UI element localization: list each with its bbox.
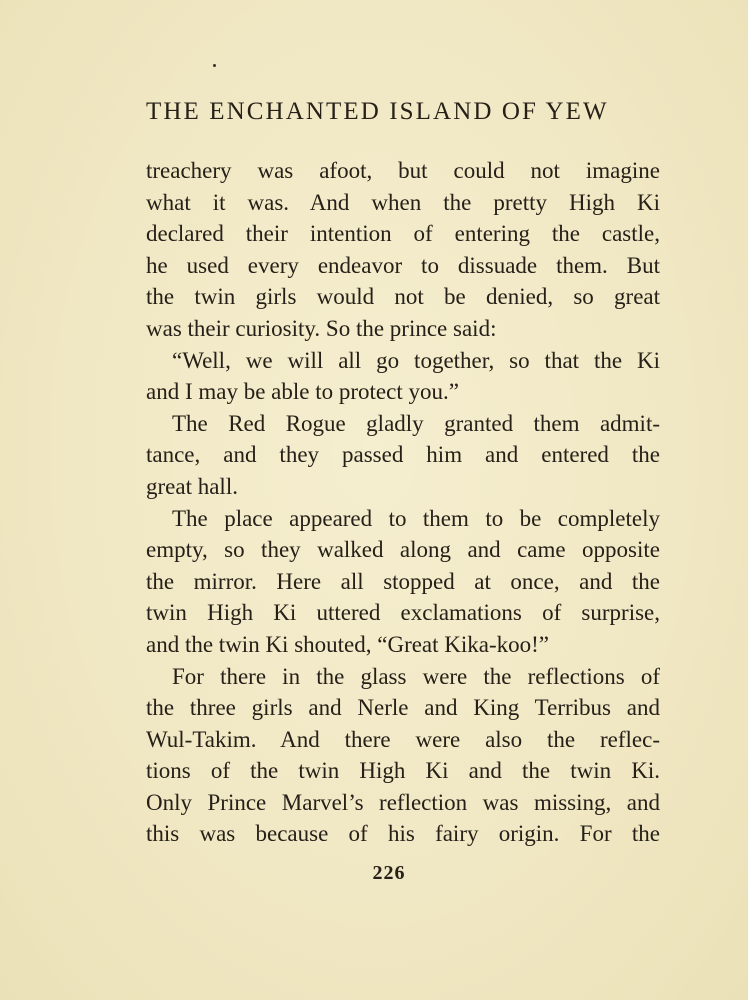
- text-line: treachery was afoot, but could not imagine: [146, 158, 660, 183]
- ink-speck: [213, 64, 216, 67]
- text-line: Wul-Takim. And there were also the reflec-: [146, 726, 660, 752]
- text-line: empty, so they walked along and came opposite: [146, 537, 660, 563]
- text-line: great hall.: [146, 473, 238, 499]
- text-line: the three girls and Nerle and King Terribus and: [146, 695, 660, 721]
- text-line: the mirror. Here all stopped at once, and the: [146, 568, 660, 594]
- text-line: and I may be able to protect you.”: [146, 379, 459, 405]
- text-line: he used every endeavor to dissuade them. But: [146, 252, 660, 278]
- text-line: For there in the glass were the reflections of: [172, 663, 660, 689]
- text-line: The Red Rogue gladly granted them admit-: [172, 410, 660, 436]
- text-line: tance, and they passed him and entered the: [146, 442, 660, 468]
- text-line: declared their intention of entering the castle,: [146, 221, 660, 247]
- page-number: 226: [372, 862, 406, 884]
- text-line: The place appeared to them to be completely: [172, 505, 660, 531]
- text-line: tions of the twin High Ki and the twin Ki.: [146, 758, 660, 784]
- running-header: THE ENCHANTED ISLAND OF YEW: [146, 98, 609, 125]
- text-line: what it was. And when the pretty High Ki: [146, 189, 660, 215]
- text-line: was their curiosity. So the prince said:: [146, 315, 497, 341]
- text-line: twin High Ki uttered exclamations of surprise,: [146, 600, 660, 626]
- text-line: “Well, we will all go together, so that the Ki: [172, 347, 660, 373]
- text-line: the twin girls would not be denied, so great: [146, 284, 660, 310]
- text-line: and the twin Ki shouted, “Great Kika-koo!”: [146, 631, 550, 657]
- text-line: Only Prince Marvel’s reflection was missing, and: [146, 789, 660, 815]
- text-line: this was because of his fairy origin. For the: [146, 821, 660, 847]
- body-text: [146, 155, 660, 850]
